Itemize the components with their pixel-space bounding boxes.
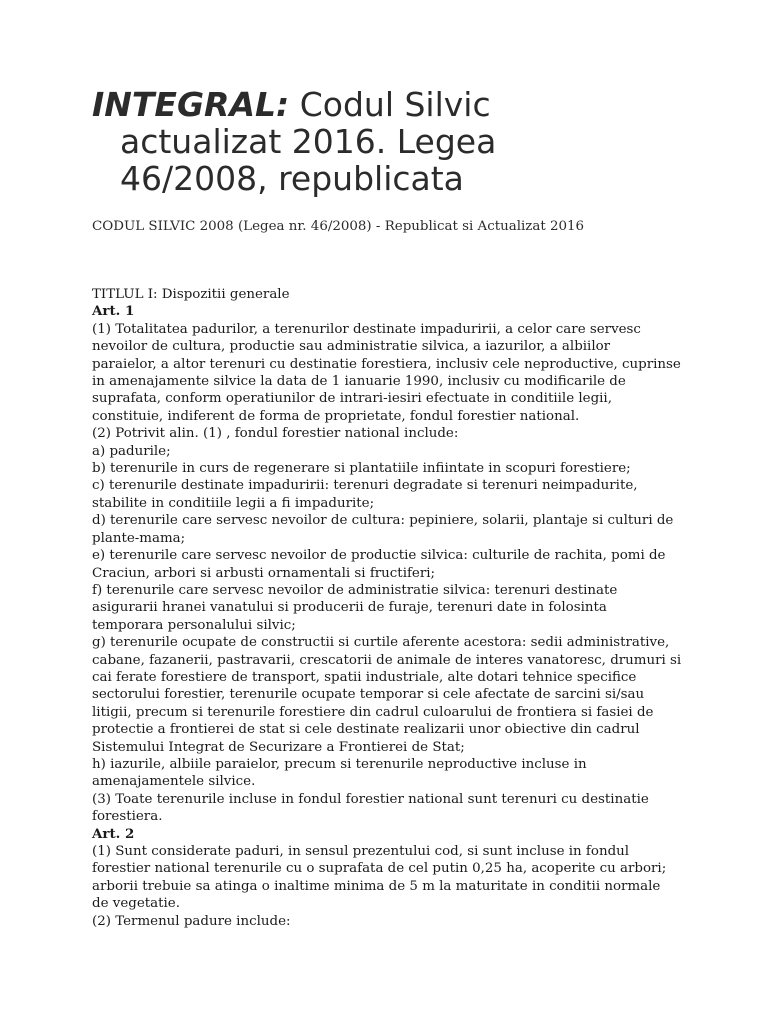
- body-line: (1) Sunt considerate paduri, in sensul prezentului cod, si sunt incluse in fondul: [92, 844, 630, 859]
- article-heading: Art. 1: [92, 303, 135, 320]
- body-line: h) iazurile, albiile paraielor, precum si terenurile neproductive incluse in: [92, 756, 587, 772]
- body-line: arborii trebuie sa atinga o inaltime minima de 5 m la maturitate in conditii normale: [92, 878, 661, 894]
- title-lead: INTEGRAL:: [92, 85, 290, 124]
- body-line: plante-mama;: [92, 530, 186, 546]
- title-rest: Codul Silvic actualizat 2016. Legea 46/2008, republicata: [120, 85, 497, 198]
- body-line: (1) Totalitatea padurilor, a terenurilor destinate impaduririi, a celor care servesc: [92, 321, 641, 337]
- body-line: c) terenurile destinate impaduririi: terenuri degradate si terenuri neimpadurite,: [92, 478, 638, 494]
- body-line: (2) Termenul padure include:: [92, 913, 291, 929]
- body-line: amenajamentele silvice.: [92, 774, 256, 790]
- body-line: temporara personalului silvic;: [92, 617, 296, 633]
- document-body: [92, 286, 692, 930]
- body-line: protectie a frontierei de stat si cele destinate realizarii unor obiective din cadrul: [92, 722, 640, 738]
- body-line: asigurarii hranei vanatului si producerii de furaje, terenuri date in folosinta: [92, 600, 607, 616]
- body-line: forestiera.: [92, 809, 163, 825]
- body-line: g) terenurile ocupate de constructii si curtile aferente acestora: sedii administrative,: [92, 635, 670, 651]
- body-line: TITLUL I: Dispozitii generale: [92, 287, 290, 302]
- body-line: e) terenurile care servesc nevoilor de productie silvica: culturile de rachita, pomi de: [92, 548, 666, 564]
- body-line: a) padurile;: [92, 443, 171, 459]
- body-line: paraielor, a altor terenuri cu destinatie forestiera, inclusiv cele neproductive, cuprinse: [92, 356, 681, 372]
- body-line: Craciun, arbori si arbusti ornamentali si fructiferi;: [92, 565, 436, 581]
- body-line: cai ferate forestiere de transport, spatii industriale, alte dotari tehnice specifice: [92, 669, 637, 685]
- body-line: litigii, precum si terenurile forestiere din cadrul culoarului de frontiera si fasiei de: [92, 704, 654, 720]
- body-line: (3) Toate terenurile incluse in fondul forestier national sunt terenuri cu destinatie: [92, 791, 649, 807]
- body-line: (2) Potrivit alin. (1) , fondul forestier national include:: [92, 426, 459, 442]
- article-heading: Art. 2: [92, 825, 135, 842]
- body-line: cabane, fazanerii, pastravarii, crescatorii de animale de interes vanatoresc, drumuri si: [92, 652, 682, 668]
- body-line: stabilite in conditiile legii a fi impadurite;: [92, 495, 375, 511]
- document-subtitle: CODUL SILVIC 2008 (Legea nr. 46/2008) - Republicat si Actualizat 2016: [92, 219, 585, 234]
- body-line: de vegetatie.: [92, 896, 180, 912]
- body-line: suprafata, conform operatiunilor de intrari-iesiri efectuate in conditiile legii,: [92, 391, 612, 407]
- body-line: d) terenurile care servesc nevoilor de cultura: pepiniere, solarii, plantaje si culturi de: [92, 513, 674, 529]
- body-line: forestier national terenurile cu o suprafata de cel putin 0,25 ha, acoperite cu arbori;: [92, 861, 667, 877]
- body-line: sectorului forestier, terenurile ocupate temporar si cele afectate de sarcini si/sau: [92, 687, 645, 703]
- body-line: Sistemului Integrat de Securizare a Frontierei de Stat;: [92, 739, 465, 755]
- body-line: constituie, indiferent de forma de proprietate, fondul forestier national.: [92, 408, 580, 424]
- body-line: b) terenurile in curs de regenerare si plantatiile infiintate in scopuri forestiere;: [92, 461, 631, 477]
- body-line: in amenajamente silvice la data de 1 ianuarie 1990, inclusiv cu modificarile de: [92, 374, 626, 390]
- body-line: nevoilor de cultura, productie sau administratie silvica, a iazurilor, a albiilor: [92, 339, 611, 355]
- body-line: f) terenurile care servesc nevoilor de administratie silvica: terenuri destinate: [92, 582, 618, 598]
- document-title: [92, 86, 600, 197]
